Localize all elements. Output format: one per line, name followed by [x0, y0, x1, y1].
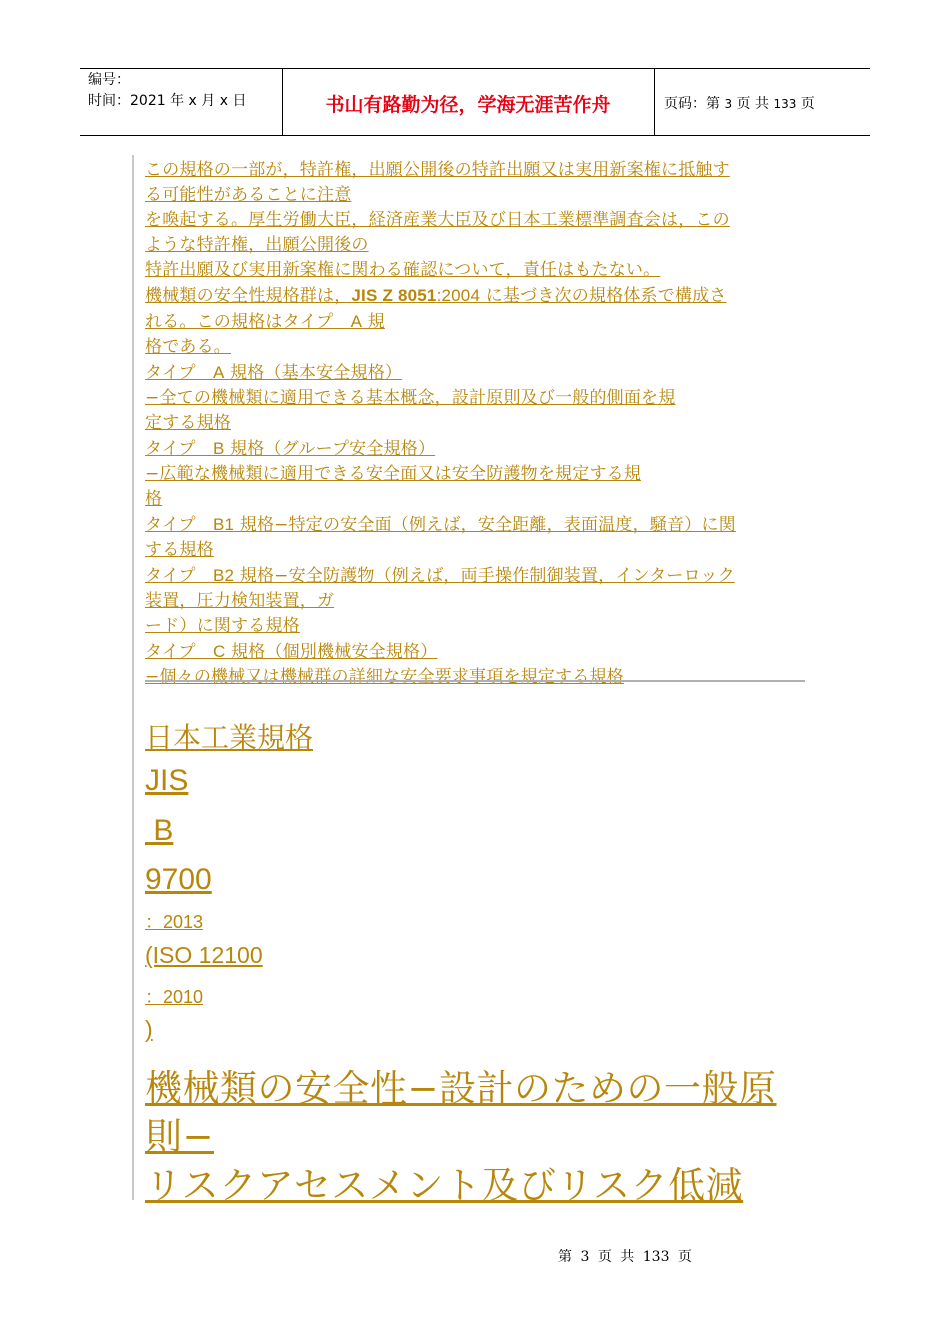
- body-line[interactable]: [145, 309, 810, 335]
- body-line[interactable]: [145, 563, 810, 589]
- body-line[interactable]: ような特許権，出願公開後の: [145, 235, 369, 255]
- text-run: 規格−特定の安全面（例えば，安全距離，表面温度，騒音）に関: [234, 515, 736, 535]
- body-line[interactable]: −広範な機械類に適用できる安全面又は安全防護物を規定する規: [145, 464, 642, 484]
- page-current: 3: [724, 97, 733, 111]
- body-line[interactable]: −全ての機械類に適用できる基本概念，設計原則及び一般的側面を規: [145, 388, 676, 408]
- text-run: れる。この規格はタイプ: [145, 312, 351, 332]
- page-suffix: 页: [796, 96, 815, 112]
- body-line[interactable]: −個々の機械又は機械群の詳細な安全要求事項を規定する規格: [145, 667, 624, 687]
- body-line[interactable]: [145, 283, 810, 309]
- jis-number[interactable]: 9700: [145, 863, 212, 896]
- body-line[interactable]: [145, 436, 810, 462]
- text-run: タイプ: [145, 642, 213, 662]
- jis-series[interactable]: B: [145, 814, 174, 847]
- standard-year: :2004: [436, 286, 481, 305]
- type-letter: A: [212, 363, 225, 382]
- body-line[interactable]: [145, 639, 810, 665]
- type-letter: B2: [212, 566, 235, 585]
- body-text-block: [145, 158, 810, 690]
- header-divider: [654, 68, 655, 136]
- jis-year[interactable]: ：2013: [145, 912, 204, 932]
- text-run: 機械類の安全性規格群は，: [145, 286, 352, 306]
- iso-reference[interactable]: (ISO 12100: [145, 942, 263, 968]
- page-total: 133: [773, 97, 797, 111]
- jis-code[interactable]: JIS: [145, 764, 189, 797]
- body-line[interactable]: 特許出願及び実用新案権に関わる確認について，責任はもたない。: [145, 260, 661, 280]
- text-run: タイプ: [145, 363, 213, 383]
- body-line[interactable]: 定する規格: [145, 413, 231, 433]
- doc-date: 时间：2021 年 x 月 x 日: [88, 93, 247, 109]
- page-prefix: 页码：第: [664, 96, 725, 112]
- text-run: タイプ: [145, 439, 213, 459]
- standard-ref: JIS Z 8051: [351, 286, 437, 305]
- standard-title-line[interactable]: 則−: [145, 1115, 215, 1158]
- type-letter: A: [350, 312, 363, 331]
- text-run: 規格（個別機械安全規格）: [225, 642, 438, 662]
- body-line[interactable]: する規格: [145, 540, 214, 560]
- header-top-rule: [80, 68, 870, 69]
- body-line[interactable]: る可能性があることに注意: [145, 185, 352, 205]
- body-line[interactable]: この規格の一部が，特許権，出願公開後の特許出願又は実用新案権に抵触す: [145, 160, 730, 180]
- type-letter: B1: [212, 515, 235, 534]
- body-line[interactable]: [145, 512, 810, 538]
- doc-number: 编号：: [88, 72, 130, 88]
- standard-title-line[interactable]: リスクアセスメント及びリスク低減: [145, 1164, 744, 1207]
- text-run: 規格−安全防護物（例えば，両手操作制御装置，インターロック: [234, 566, 735, 586]
- jis-label[interactable]: 日本工業規格: [145, 721, 314, 754]
- header-page-indicator: [664, 93, 815, 113]
- body-line[interactable]: を喚起する。厚生労働大臣，経済産業大臣及び日本工業標準調査会は，この: [145, 210, 730, 230]
- iso-year[interactable]: ：2010: [145, 987, 204, 1007]
- header-motto: 书山有路勤为径，学海无涯苦作舟: [325, 94, 611, 116]
- standard-title-line[interactable]: 機械類の安全性−設計のための一般原: [145, 1067, 777, 1110]
- page-middle: 页 共: [732, 96, 774, 112]
- type-letter: C: [212, 642, 226, 661]
- text-run: に基づき次の規格体系で構成さ: [480, 286, 727, 306]
- body-line[interactable]: 装置，圧力検知装置，ガ: [145, 591, 335, 611]
- body-line[interactable]: [145, 360, 810, 386]
- text-run: 規: [362, 312, 385, 332]
- left-margin-bar: [132, 155, 134, 1200]
- body-line[interactable]: ード）に関する規格: [145, 616, 300, 636]
- page-footer: 第 3 页 共 133 页: [558, 1249, 692, 1265]
- type-letter: B: [212, 439, 225, 458]
- text-run: タイプ: [145, 566, 213, 586]
- section-divider: [145, 680, 805, 682]
- body-line[interactable]: 格である。: [145, 337, 231, 357]
- iso-close[interactable]: ): [145, 1016, 153, 1042]
- text-run: 規格（グループ安全規格）: [224, 439, 436, 459]
- text-run: タイプ: [145, 515, 213, 535]
- header-meta: [88, 70, 246, 112]
- text-run: 規格（基本安全規格）: [224, 363, 403, 383]
- body-line[interactable]: 格: [145, 489, 163, 509]
- header-bottom-rule: [80, 135, 870, 136]
